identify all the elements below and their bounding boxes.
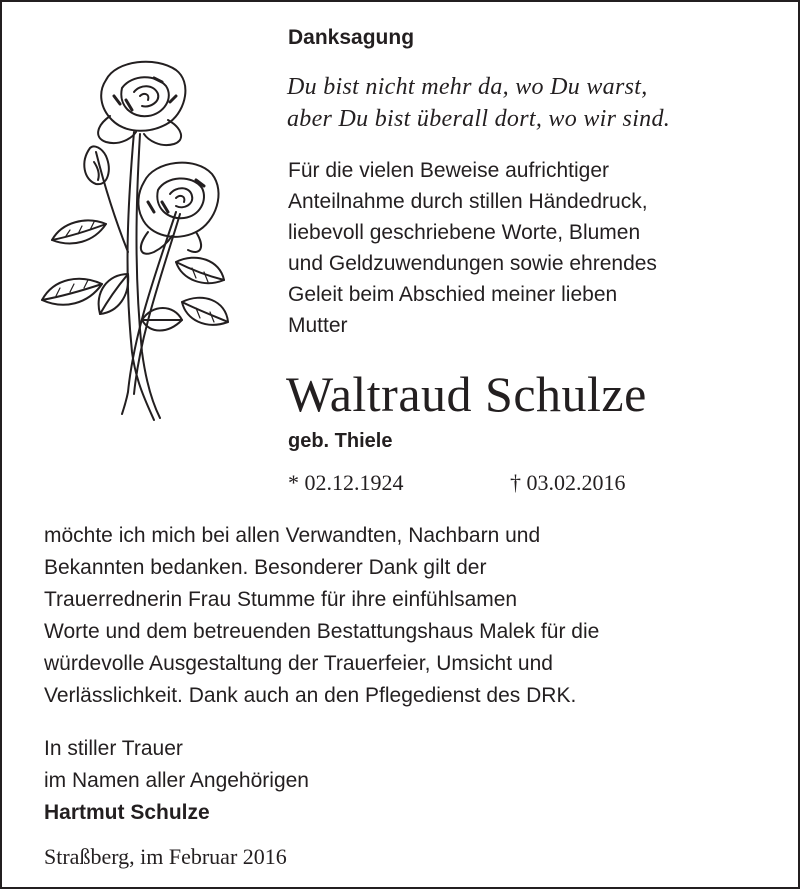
thanks-line: möchte ich mich bei allen Verwandten, Nachbarn und [44, 524, 541, 547]
closing-line: In stiller Trauer [44, 737, 183, 760]
motto-line: aber Du bist überall dort, wo wir sind. [287, 106, 671, 132]
birth-date: * 02.12.1924 [288, 470, 404, 495]
notice-heading: Danksagung [288, 26, 415, 49]
closing-line: im Namen aller Angehörigen [44, 769, 309, 792]
death-date: † 03.02.2016 [510, 470, 626, 495]
rose-illustration-icon [36, 52, 236, 432]
intro-line: Geleit beim Abschied meiner lieben [288, 283, 618, 306]
intro-line: Mutter [288, 314, 348, 337]
intro-line: Anteilnahme durch stillen Händedruck, [288, 190, 648, 213]
intro-paragraph [288, 155, 778, 341]
intro-line: liebevoll geschriebene Worte, Blumen [288, 221, 641, 244]
intro-line: Für die vielen Beweise aufrichtiger [288, 159, 609, 182]
deceased-name: Waltraud Schulze [286, 366, 647, 422]
motto-line: Du bist nicht mehr da, wo Du warst, [287, 74, 648, 100]
place-date: Straßberg, im Februar 2016 [44, 844, 287, 869]
intro-line: und Geldzuwendungen sowie ehrendes [288, 252, 657, 275]
thanks-line: Verlässlichkeit. Dank auch an den Pflegedienst des DRK. [44, 684, 577, 707]
thanks-line: Worte und dem betreuenden Bestattungshaus Malek für die [44, 620, 600, 643]
thanks-line: Bekannten bedanken. Besonderer Dank gilt der [44, 556, 487, 579]
motto-quote [287, 71, 670, 135]
signature-name: Hartmut Schulze [44, 801, 210, 824]
thanks-paragraph [44, 520, 764, 712]
thanks-line: Trauerrednerin Frau Stumme für ihre einfühlsamen [44, 588, 518, 611]
thanks-line: würdevolle Ausgestaltung der Trauerfeier, Umsicht und [44, 652, 553, 675]
maiden-name: geb. Thiele [288, 430, 393, 452]
closing-lines [44, 733, 309, 797]
